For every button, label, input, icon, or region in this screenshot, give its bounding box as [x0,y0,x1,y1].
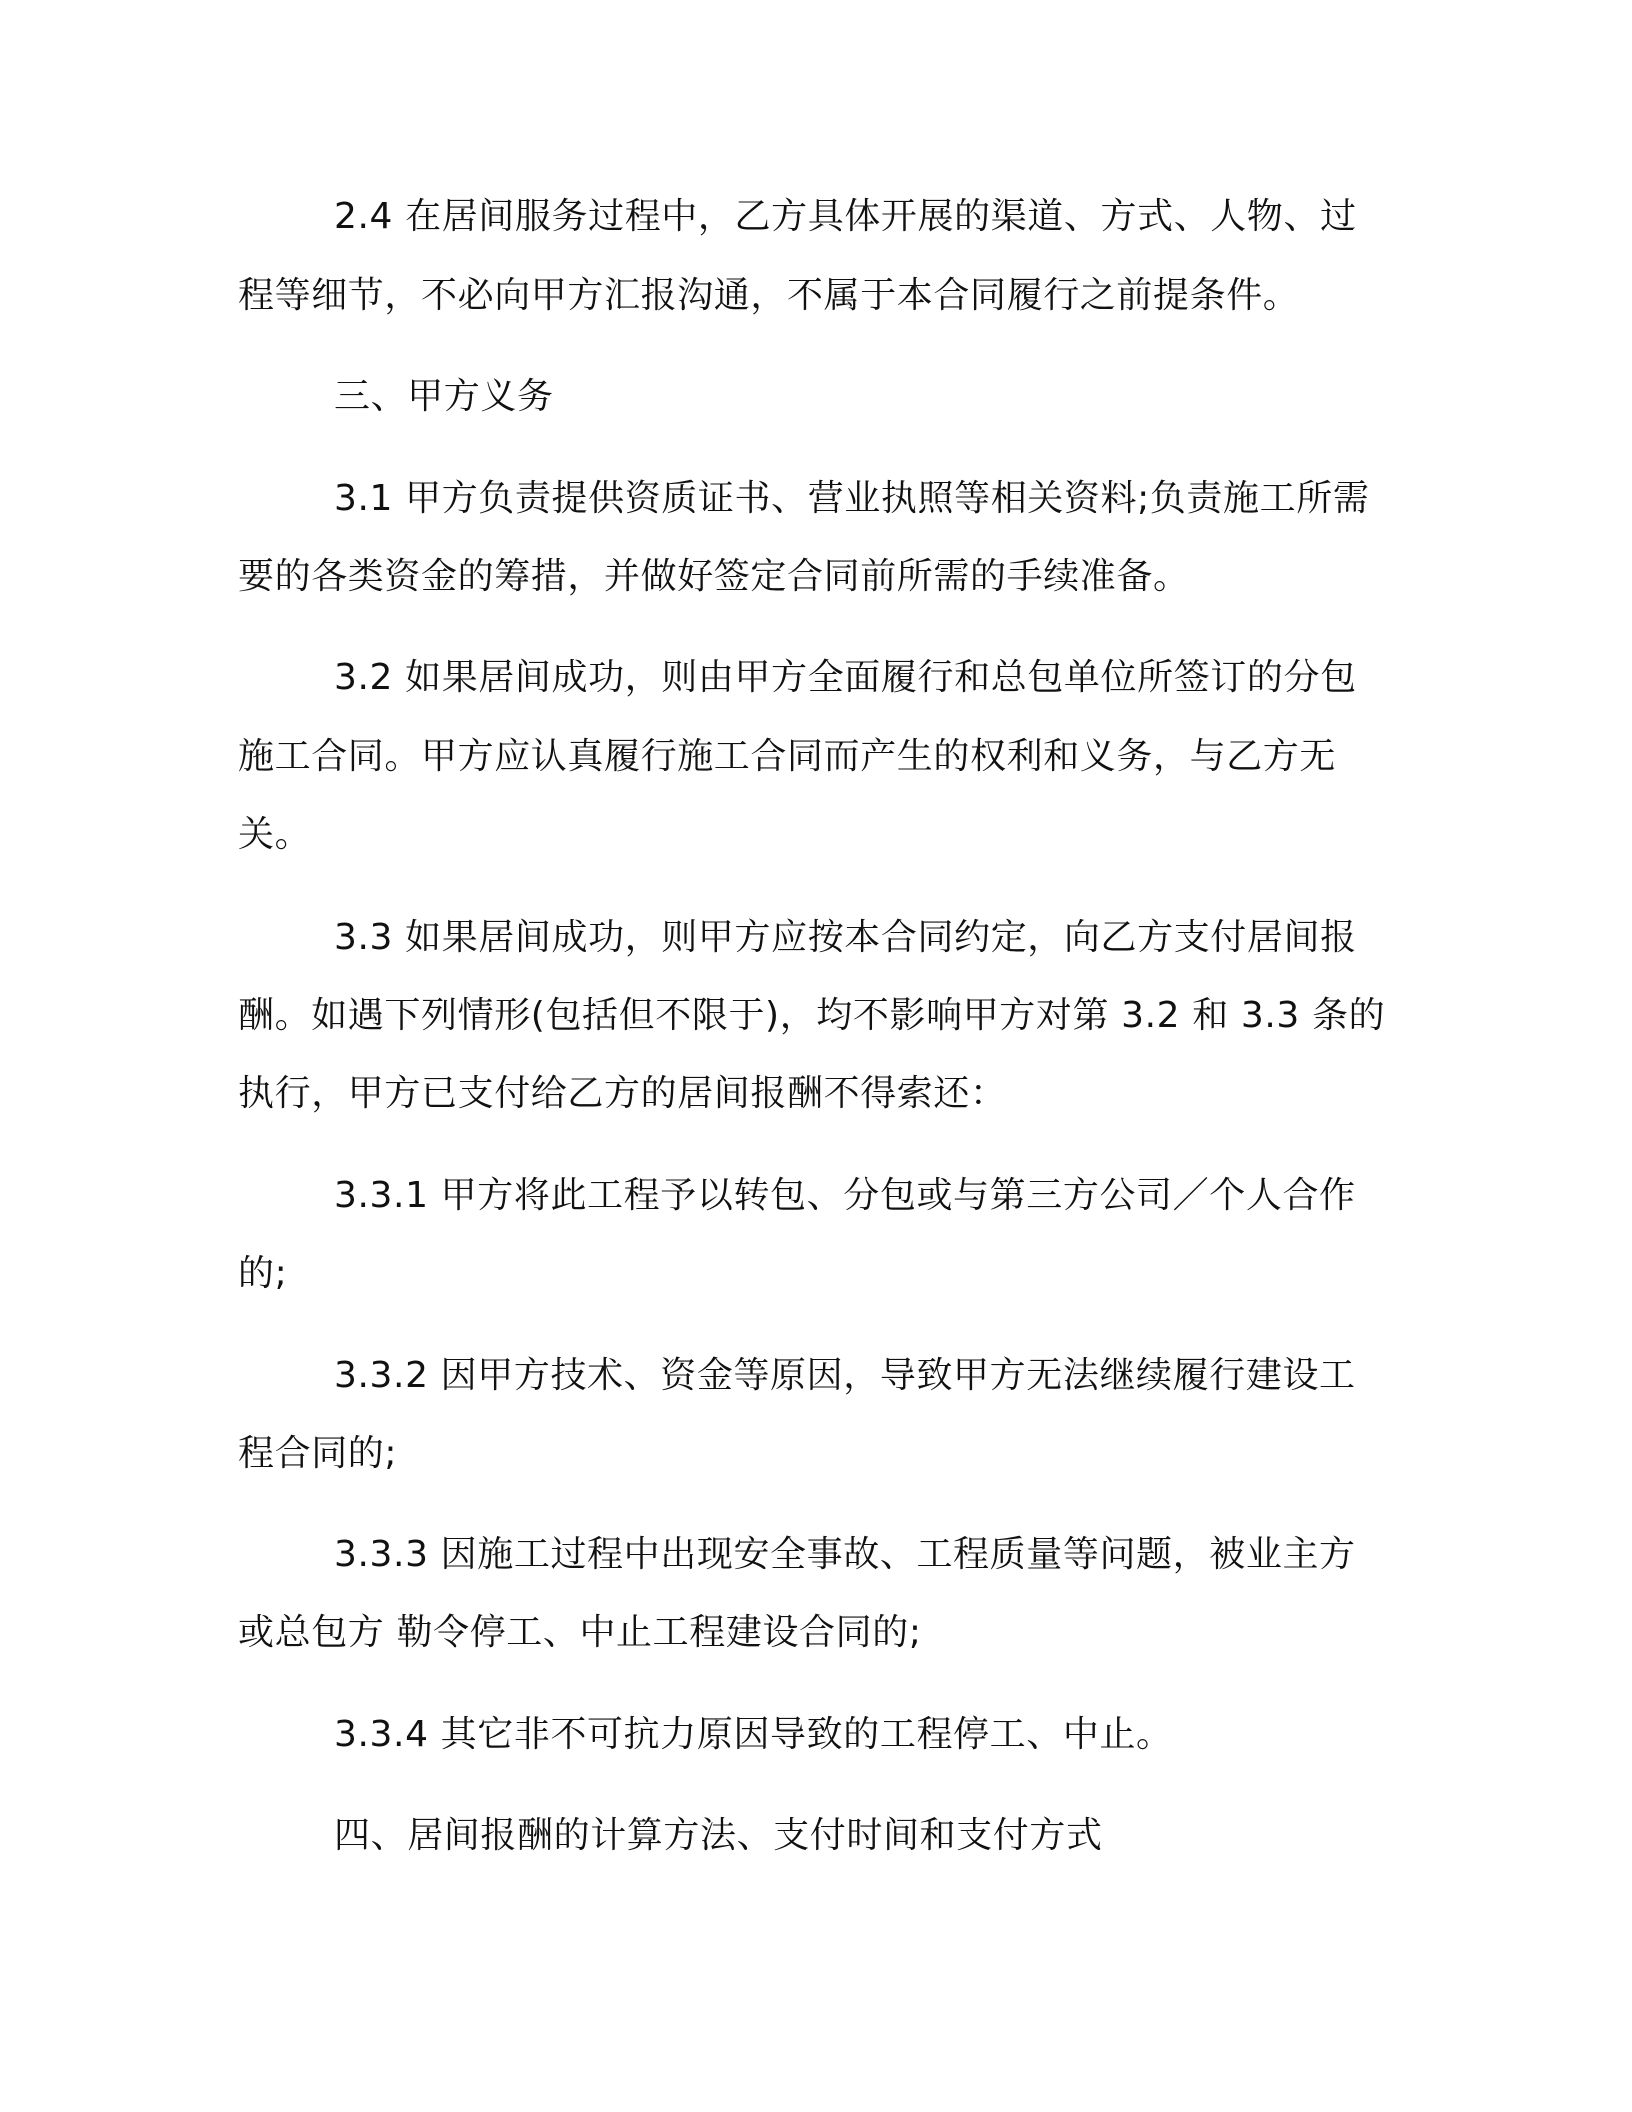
paragraph-line: 施工合同。甲方应认真履行施工合同而产生的权利和义务，与乙方无 [238,736,1337,777]
paragraph-line: 3.3.4 其它非不可抗力原因导致的工程停工、中止。 [334,1714,1173,1755]
paragraph-line: 3.2 如果居间成功，则由甲方全面履行和总包单位所签订的分包 [334,657,1357,698]
paragraph-line: 2.4 在居间服务过程中，乙方具体开展的渠道、方式、人物、过 [334,196,1357,237]
heading-line: 三、甲方义务 [334,376,554,417]
paragraph-line: 程等细节，不必向甲方汇报沟通，不属于本合同履行之前提条件。 [238,275,1300,316]
paragraph-line: 3.3.3 因施工过程中出现安全事故、工程质量等问题，被业主方 [334,1534,1356,1575]
paragraph-line: 的; [238,1253,288,1294]
paragraph-line: 3.3.2 因甲方技术、资金等原因，导致甲方无法继续履行建设工 [334,1355,1356,1396]
paragraph-line: 或总包方 勒令停工、中止工程建设合同的; [238,1612,922,1653]
paragraph-line: 3.3 如果居间成功，则甲方应按本合同约定，向乙方支付居间报 [334,917,1357,958]
paragraph-line: 关。 [238,814,312,855]
paragraph-line: 要的各类资金的筹措，并做好签定合同前所需的手续准备。 [238,556,1190,597]
paragraph-line: 执行，甲方已支付给乙方的居间报酬不得索还： [238,1073,1007,1114]
paragraph-line: 3.1 甲方负责提供资质证书、营业执照等相关资料;负责施工所需 [334,478,1370,519]
paragraph-line: 3.3.1 甲方将此工程予以转包、分包或与第三方公司／个人合作 [334,1175,1356,1216]
paragraph-line: 酬。如遇下列情形(包括但不限于)，均不影响甲方对第 3.2 和 3.3 条的 [238,995,1386,1036]
paragraph-line: 程合同的; [238,1433,398,1474]
heading-line: 四、居间报酬的计算方法、支付时间和支付方式 [334,1815,1103,1856]
